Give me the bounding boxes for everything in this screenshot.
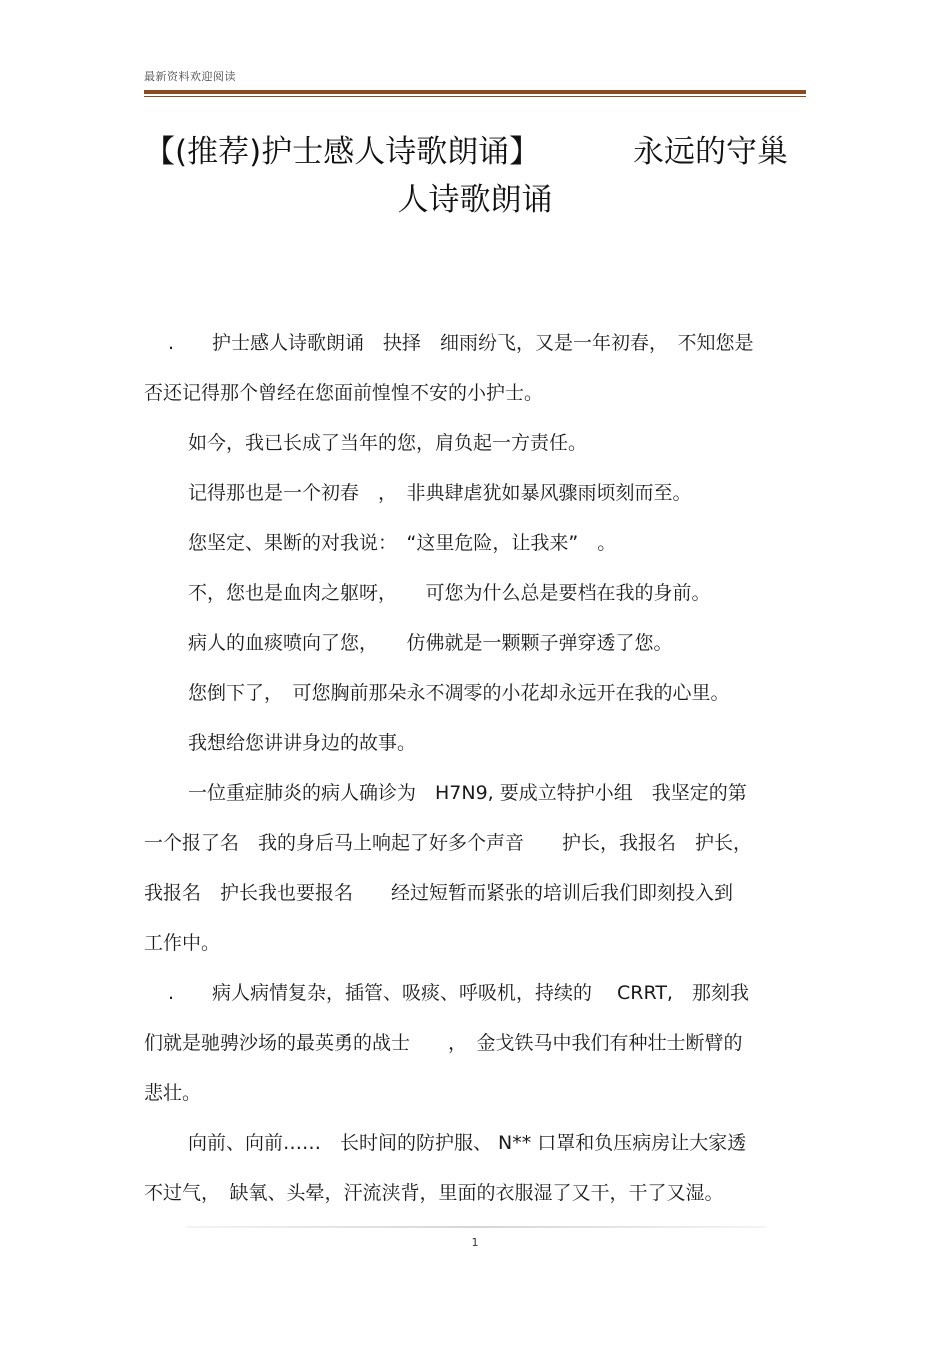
paragraph [144, 968, 806, 1118]
paragraph [144, 768, 806, 968]
paragraph-line: 向前、向前…… 长时间的防护服、 N** 口罩和负压病房让大家透 [188, 1132, 747, 1154]
paragraph: 不，您也是血肉之躯呀， 可您为什么总是要档在我的身前。 [188, 582, 711, 604]
header-rule-thick [144, 90, 806, 94]
paragraph-line: 不过气， 缺氧、头晕，汗流浃背，里面的衣服湿了又干，干了又湿。 [144, 1182, 724, 1204]
title-line-2: 人诗歌朗诵 [397, 182, 553, 218]
title-line-1-left: 【(推荐)护士感人诗歌朗诵】 [144, 134, 541, 170]
paragraph-line: 工作中。 [144, 932, 221, 954]
paragraph-line: 否还记得那个曾经在您面前惶惶不安的小护士。 [144, 382, 544, 404]
footer-rule [186, 1226, 766, 1228]
bullet-mark: . [168, 982, 175, 1004]
paragraph: 如今，我已长成了当年的您，肩负起一方责任。 [188, 432, 588, 454]
paragraph-line: . 病人病情复杂，插管、吸痰、呼吸机，持续的 CRRT, 那刻我 [144, 968, 806, 1018]
paragraph-line: 一个报了名 我的身后马上响起了好多个声音 护长，我报名 护长， [144, 832, 753, 854]
paragraph-line: 们就是驰骋沙场的最英勇的战士 ， 金戈铁马中我们有种壮士断臂的 [144, 1032, 743, 1054]
paragraph [144, 318, 806, 418]
paragraph: 您倒下了， 可您胸前那朵永不凋零的小花却永远开在我的心里。 [188, 682, 730, 704]
paragraph: 病人的血痰喷向了您， 仿佛就是一颗颗子弹穿透了您。 [188, 632, 673, 654]
paragraph-line: 悲壮。 [144, 1082, 202, 1104]
paragraph: 记得那也是一个初春 ， 非典肆虐犹如暴风骤雨顷刻而至。 [188, 482, 692, 504]
header-rule-thin [144, 96, 806, 97]
body-text [144, 318, 806, 1218]
title-line-1 [144, 128, 806, 176]
bullet-mark: . [168, 332, 175, 354]
running-header: 最新资料欢迎阅读 [144, 70, 236, 83]
paragraph [144, 1118, 806, 1218]
document-title [144, 128, 806, 224]
paragraph: 我想给您讲讲身边的故事。 [188, 732, 417, 754]
title-line-1-right: 永远的守巢 [633, 134, 788, 170]
paragraph-line: . 护士感人诗歌朗诵 抉择 细雨纷飞，又是一年初春， 不知您是 [144, 318, 806, 368]
page-number: 1 [471, 1236, 479, 1249]
paragraph-line: 一位重症肺炎的病人确诊为 H7N9, 要成立特护小组 我坚定的第 [188, 782, 747, 804]
paragraph-line: 我报名 护长我也要报名 经过短暂而紧张的培训后我们即刻投入到 [144, 882, 734, 904]
paragraph: 您坚定、果断的对我说： “这里危险，让我来” 。 [188, 532, 617, 554]
